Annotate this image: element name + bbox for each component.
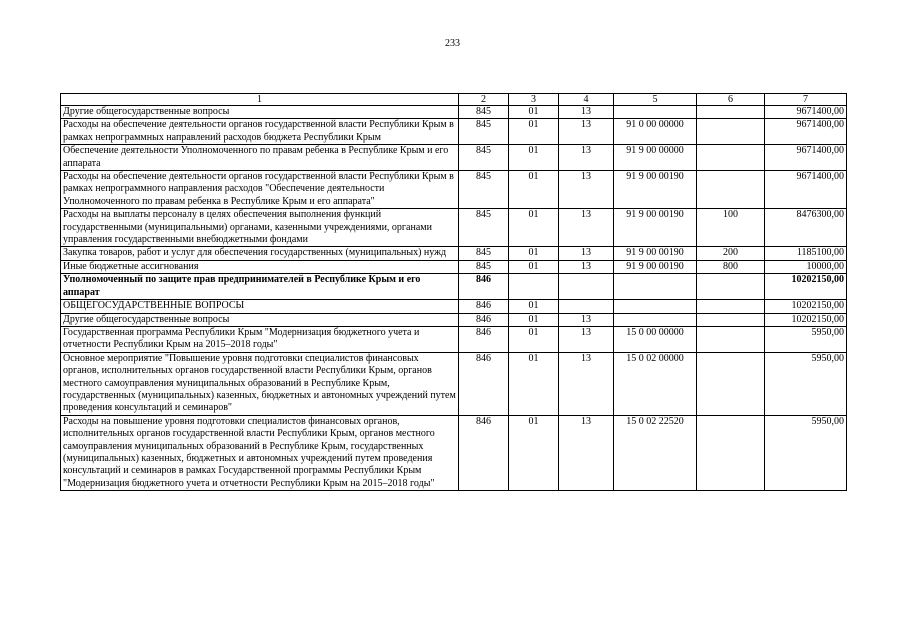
row-rz-code: 01 [509, 119, 559, 145]
row-vr-code [697, 415, 765, 490]
row-csr-code: 91 9 00 00190 [614, 260, 697, 273]
row-rz-code: 01 [509, 352, 559, 415]
table-row [61, 106, 847, 119]
table-row [61, 352, 847, 415]
row-pr-code [559, 274, 614, 300]
row-rz-code: 01 [509, 247, 559, 260]
row-description: Закупка товаров, работ и услуг для обеспечения государственных (муниципальных) нужд [61, 247, 459, 260]
row-pr-code: 13 [559, 313, 614, 326]
row-pr-code: 13 [559, 171, 614, 209]
row-vr-code: 100 [697, 209, 765, 247]
budget-table [60, 93, 847, 491]
row-description: Уполномоченный по защите прав предпринимателей в Республике Крым и его аппарат [61, 274, 459, 300]
row-description: Расходы на выплаты персоналу в целях обеспечения выполнения функций государственными (муниципальными) органами, казенными учреждениями, органами управления государственными внебюджетными фондами [61, 209, 459, 247]
col-header-pr: 4 [559, 94, 614, 106]
row-gr-code: 846 [459, 313, 509, 326]
row-gr-code: 845 [459, 145, 509, 171]
table-row [61, 145, 847, 171]
row-rz-code: 01 [509, 209, 559, 247]
row-amount: 10202150,00 [765, 313, 847, 326]
table-row [61, 209, 847, 247]
table-row [61, 415, 847, 490]
row-gr-code: 845 [459, 171, 509, 209]
row-rz-code: 01 [509, 326, 559, 352]
row-amount: 9671400,00 [765, 106, 847, 119]
row-description: Основное мероприятие "Повышение уровня подготовки специалистов финансовых органов, исполнительных органов государственной власти Республики Крым, органов местного самоуправления муниципальных образований в Республике Крым, государственных (муниципальных) казенных, бюджетных и автономных учреждений путем проведения консультаций и семинаров" [61, 352, 459, 415]
row-amount: 9671400,00 [765, 171, 847, 209]
table-header-row [61, 94, 847, 106]
table-row [61, 300, 847, 313]
col-header-gr: 2 [459, 94, 509, 106]
row-pr-code: 13 [559, 247, 614, 260]
row-csr-code: 91 0 00 00000 [614, 119, 697, 145]
row-csr-code: 91 9 00 00000 [614, 145, 697, 171]
row-csr-code [614, 313, 697, 326]
table-row [61, 260, 847, 273]
row-amount: 1185100,00 [765, 247, 847, 260]
row-description: Другие общегосударственные вопросы [61, 313, 459, 326]
row-vr-code [697, 300, 765, 313]
row-pr-code: 13 [559, 209, 614, 247]
row-amount: 10202150,00 [765, 274, 847, 300]
row-csr-code: 91 9 00 00190 [614, 209, 697, 247]
row-csr-code: 15 0 00 00000 [614, 326, 697, 352]
row-description: Другие общегосударственные вопросы [61, 106, 459, 119]
row-gr-code: 845 [459, 260, 509, 273]
row-vr-code [697, 171, 765, 209]
row-vr-code [697, 145, 765, 171]
row-amount: 8476300,00 [765, 209, 847, 247]
row-pr-code: 13 [559, 352, 614, 415]
row-pr-code [559, 300, 614, 313]
row-amount: 5950,00 [765, 352, 847, 415]
table-row [61, 247, 847, 260]
row-gr-code: 845 [459, 247, 509, 260]
row-description: Расходы на повышение уровня подготовки специалистов финансовых органов, исполнительных органов государственной власти Республики Крым, органов местного самоуправления муниципальных образований в Республике Крым, государственных (муниципальных) казенных, бюджетных и автономных учреждений путем проведения консультаций и семинаров в рамках Государственной программы Республики Крым "Модернизация бюджетного учета и отчетности Республики Крым на 2015–2018 годы" [61, 415, 459, 490]
row-gr-code: 846 [459, 352, 509, 415]
row-csr-code: 15 0 02 00000 [614, 352, 697, 415]
row-rz-code: 01 [509, 171, 559, 209]
row-csr-code: 15 0 02 22520 [614, 415, 697, 490]
row-gr-code: 845 [459, 106, 509, 119]
row-rz-code: 01 [509, 415, 559, 490]
row-amount: 9671400,00 [765, 145, 847, 171]
row-description: Расходы на обеспечение деятельности органов государственной власти Республики Крым в рамках непрограммных направлений расходов бюджета Республики Крым [61, 119, 459, 145]
row-csr-code: 91 9 00 00190 [614, 171, 697, 209]
row-gr-code: 845 [459, 119, 509, 145]
col-header-csr: 5 [614, 94, 697, 106]
col-header-sum: 7 [765, 94, 847, 106]
table-row [61, 313, 847, 326]
row-rz-code [509, 274, 559, 300]
row-vr-code: 800 [697, 260, 765, 273]
col-header-rz: 3 [509, 94, 559, 106]
row-amount: 10202150,00 [765, 300, 847, 313]
table-row [61, 326, 847, 352]
row-pr-code: 13 [559, 119, 614, 145]
row-description: Иные бюджетные ассигнования [61, 260, 459, 273]
row-description: Обеспечение деятельности Уполномоченного по правам ребенка в Республике Крым и его аппарата [61, 145, 459, 171]
row-rz-code: 01 [509, 300, 559, 313]
row-rz-code: 01 [509, 106, 559, 119]
row-gr-code: 846 [459, 300, 509, 313]
row-gr-code: 846 [459, 415, 509, 490]
row-amount: 10000,00 [765, 260, 847, 273]
row-description: ОБЩЕГОСУДАРСТВЕННЫЕ ВОПРОСЫ [61, 300, 459, 313]
row-vr-code [697, 326, 765, 352]
row-csr-code [614, 300, 697, 313]
col-header-description: 1 [61, 94, 459, 106]
row-pr-code: 13 [559, 145, 614, 171]
table-row [61, 274, 847, 300]
row-amount: 5950,00 [765, 415, 847, 490]
table-row [61, 171, 847, 209]
row-gr-code: 845 [459, 209, 509, 247]
row-gr-code: 846 [459, 326, 509, 352]
row-vr-code: 200 [697, 247, 765, 260]
row-vr-code [697, 106, 765, 119]
row-rz-code: 01 [509, 313, 559, 326]
row-csr-code: 91 9 00 00190 [614, 247, 697, 260]
page-number: 233 [445, 38, 460, 49]
row-vr-code [697, 352, 765, 415]
row-rz-code: 01 [509, 145, 559, 171]
row-amount: 5950,00 [765, 326, 847, 352]
col-header-vr: 6 [697, 94, 765, 106]
row-vr-code [697, 274, 765, 300]
table-row [61, 119, 847, 145]
row-csr-code [614, 106, 697, 119]
row-pr-code: 13 [559, 260, 614, 273]
row-pr-code: 13 [559, 326, 614, 352]
row-amount: 9671400,00 [765, 119, 847, 145]
row-rz-code: 01 [509, 260, 559, 273]
row-description: Расходы на обеспечение деятельности органов государственной власти Республики Крым в рамках непрограммного направления расходов "Обеспечение деятельности Уполномоченного по правам ребенка в Республике Крым и его аппарата" [61, 171, 459, 209]
row-pr-code: 13 [559, 106, 614, 119]
row-gr-code: 846 [459, 274, 509, 300]
row-pr-code: 13 [559, 415, 614, 490]
row-vr-code [697, 313, 765, 326]
row-description: Государственная программа Республики Крым "Модернизация бюджетного учета и отчетности Республики Крым на 2015–2018 годы" [61, 326, 459, 352]
row-vr-code [697, 119, 765, 145]
row-csr-code [614, 274, 697, 300]
